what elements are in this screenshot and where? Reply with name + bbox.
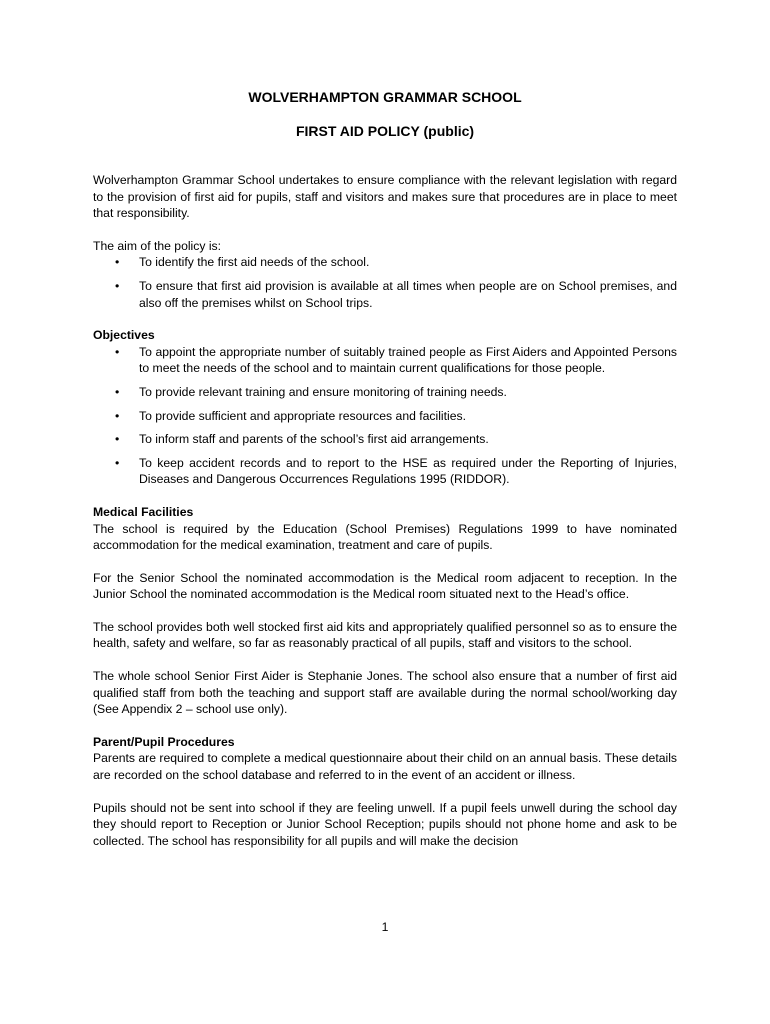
list-item-text: To ensure that first aid provision is available at all times when people are on School premises, and also off the premises whilst on School trips.: [139, 278, 677, 310]
list-item-text: To identify the first aid needs of the school.: [139, 255, 370, 270]
medical-facilities-paragraph: For the Senior School the nominated accommodation is the Medical room adjacent to reception. In the Junior School the nominated accommodation is the Medical room situated next to the Head’s office.: [93, 570, 677, 602]
list-item: [93, 455, 677, 488]
bullet-icon: •: [115, 255, 120, 270]
objectives-list: [93, 344, 677, 488]
parent-pupil-heading: Parent/Pupil Procedures: [93, 734, 235, 749]
medical-facilities-paragraph: The school provides both well stocked first aid kits and appropriately qualified personnel so as to ensure the health, safety and welfare, so far as reasonably practical of all pupils, staff and visitors to the school.: [93, 619, 677, 651]
list-item: [93, 344, 677, 377]
list-item: [93, 254, 677, 271]
list-item: [93, 384, 677, 401]
list-item: [93, 431, 677, 448]
objectives-heading: Objectives: [93, 328, 155, 343]
medical-facilities-heading: Medical Facilities: [93, 504, 194, 519]
list-item-text: To inform staff and parents of the school’s first aid arrangements.: [139, 432, 489, 447]
aim-list: [93, 254, 677, 311]
medical-facilities-paragraph: The whole school Senior First Aider is Stephanie Jones. The school also ensure that a number of first aid qualified staff from both the teaching and support staff are available during the normal school/working day (See Appendix 2 – school use only).: [93, 669, 677, 717]
list-item: [93, 278, 677, 311]
medical-facilities-paragraph: The school is required by the Education (School Premises) Regulations 1999 to have nominated accommodation for the medical examination, treatment and care of pupils.: [93, 521, 677, 553]
list-item-text: To provide relevant training and ensure monitoring of training needs.: [139, 384, 507, 399]
bullet-icon: •: [115, 344, 120, 359]
bullet-icon: •: [115, 408, 120, 423]
page-number: 1: [381, 920, 389, 934]
document-page: [93, 88, 677, 849]
bullet-icon: •: [115, 455, 120, 470]
bullet-icon: •: [115, 384, 120, 399]
aim-lead-text: The aim of the policy is:: [93, 238, 222, 253]
list-item-text: To keep accident records and to report to the HSE as required under the Reporting of Injuries, Diseases and Dangerous Occurrences Regulations 1995 (RIDDOR).: [139, 455, 677, 487]
bullet-icon: •: [115, 432, 120, 447]
list-item-text: To appoint the appropriate number of suitably trained people as First Aiders and Appointed Persons to meet the needs of the school and to maintain current qualifications for those people.: [139, 344, 677, 376]
school-name-heading: WOLVERHAMPTON GRAMMAR SCHOOL: [248, 89, 522, 105]
list-item: [93, 408, 677, 425]
list-item-text: To provide sufficient and appropriate resources and facilities.: [139, 408, 466, 423]
intro-paragraph: Wolverhampton Grammar School undertakes to ensure compliance with the relevant legislation with regard to the provision of first aid for pupils, staff and visitors and makes sure that procedures are in place to meet that responsibility.: [93, 173, 677, 221]
bullet-icon: •: [115, 278, 120, 293]
policy-title-heading: FIRST AID POLICY (public): [295, 123, 475, 139]
parent-pupil-paragraph: Pupils should not be sent into school if they are feeling unwell. If a pupil feels unwell during the school day they should report to Reception or Junior School Reception; pupils should not phone home and ask to be collected. The school has responsibility for all pupils and will make the decision: [93, 800, 677, 848]
parent-pupil-paragraph: Parents are required to complete a medical questionnaire about their child on an annual basis. These details are recorded on the school database and referred to in the event of an accident or illness.: [93, 751, 677, 783]
